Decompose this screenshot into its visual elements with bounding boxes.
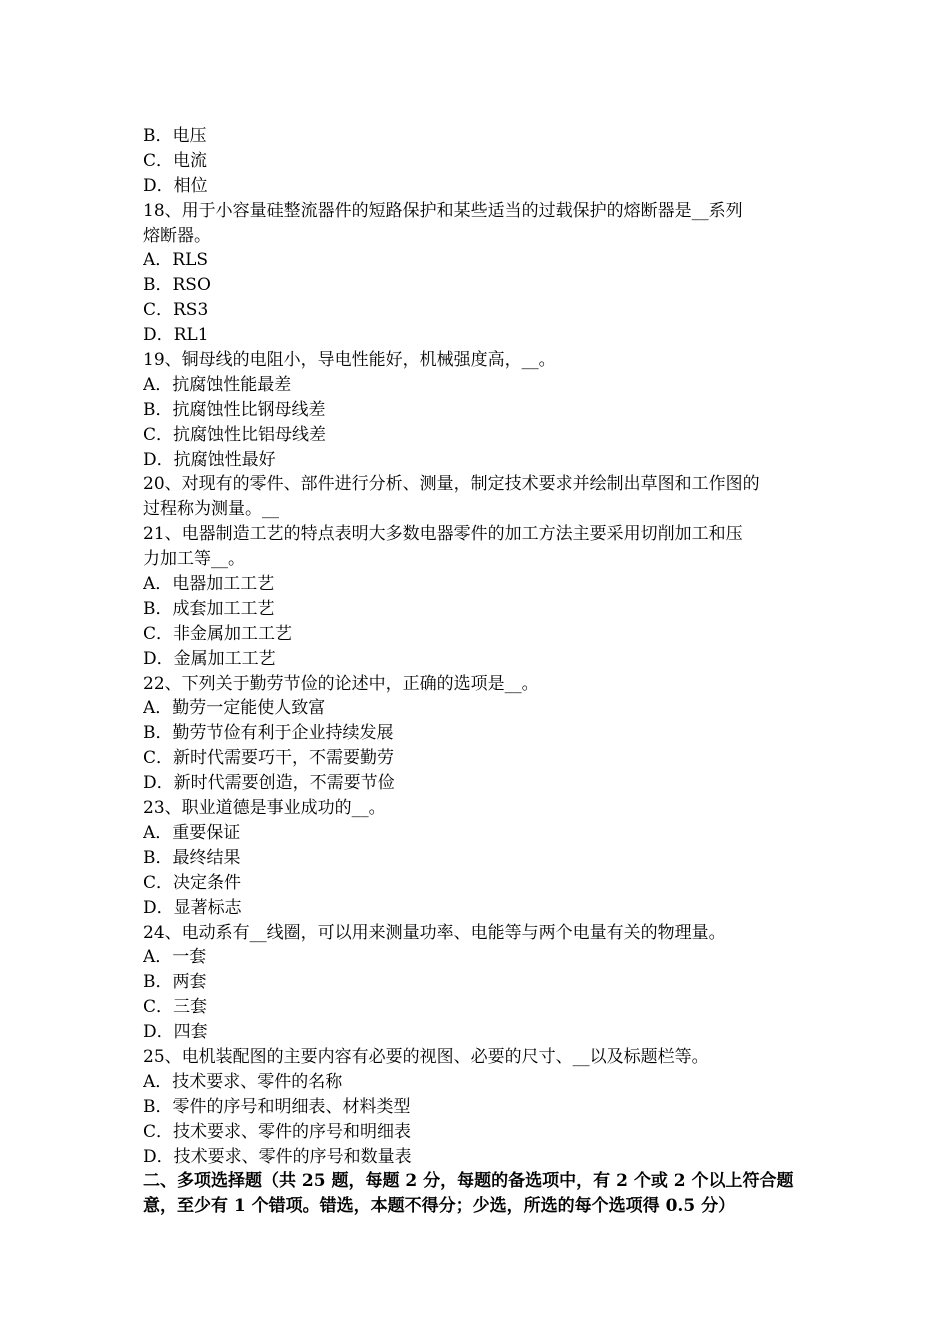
answer-option: B．勤劳节俭有利于企业持续发展 (143, 723, 394, 744)
answer-option: A．重要保证 (143, 822, 241, 843)
answer-option: C．RS3 (143, 300, 209, 321)
answer-option: C．技术要求、零件的序号和明细表 (143, 1121, 412, 1142)
question-text: 25、电机装配图的主要内容有必要的视图、必要的尺寸、__以及标题栏等。 (143, 1046, 709, 1067)
answer-option: C．决定条件 (143, 872, 242, 893)
answer-option: C．非金属加工工艺 (143, 623, 293, 644)
answer-option: A．RLS (143, 250, 209, 271)
answer-option: C．三套 (143, 997, 208, 1018)
answer-option: B．零件的序号和明细表、材料类型 (143, 1096, 411, 1117)
answer-option: C．抗腐蚀性比铝母线差 (143, 424, 327, 445)
answer-option: B．抗腐蚀性比钢母线差 (143, 399, 326, 420)
answer-option: B．最终结果 (143, 847, 241, 868)
answer-option: D．RL1 (143, 325, 209, 346)
answer-option: B．RSO (143, 275, 211, 296)
question-text: 20、对现有的零件、部件进行分析、测量，制定技术要求并绘制出草图和工作图的 (143, 474, 760, 495)
answer-option: C．电流 (143, 150, 208, 171)
answer-option: A．勤劳一定能使人致富 (143, 698, 326, 719)
answer-option: B．成套加工工艺 (143, 598, 275, 619)
answer-option: A．一套 (143, 947, 207, 968)
question-text: 力加工等__。 (143, 549, 245, 570)
question-text: 22、下列关于勤劳节俭的论述中，正确的选项是__。 (143, 673, 539, 694)
answer-option: D．技术要求、零件的序号和数量表 (143, 1146, 412, 1167)
answer-option: A．技术要求、零件的名称 (143, 1071, 343, 1092)
question-text: 过程称为测量。__ (143, 499, 279, 520)
answer-option: D．相位 (143, 175, 208, 196)
answer-option: B．电压 (143, 126, 207, 146)
answer-option: A．抗腐蚀性能最差 (143, 374, 292, 395)
question-lines (143, 124, 813, 1169)
question-text: 23、职业道德是事业成功的__。 (143, 798, 386, 819)
answer-option: B．两套 (143, 972, 207, 993)
answer-option: D．显著标志 (143, 897, 242, 918)
answer-option: C．新时代需要巧干，不需要勤劳 (143, 748, 395, 769)
question-text: 熔断器。 (143, 225, 211, 246)
answer-option: D．新时代需要创造，不需要节俭 (143, 773, 395, 794)
question-text: 18、用于小容量硅整流器件的短路保护和某些适当的过载保护的熔断器是__系列 (143, 200, 743, 221)
document-body (143, 124, 813, 1219)
answer-option: D．抗腐蚀性最好 (143, 449, 276, 470)
question-text: 21、电器制造工艺的特点表明大多数电器零件的加工方法主要采用切削加工和压 (143, 524, 743, 545)
answer-option: D．四套 (143, 1022, 208, 1043)
question-text: 19、铜母线的电阻小，导电性能好，机械强度高，__。 (143, 350, 556, 371)
answer-option: A．电器加工工艺 (143, 574, 275, 595)
section-heading: 二、多项选择题（共 25 题，每题 2 分，每题的备选项中，有 2 个或 2 个以上符合题意，至少有 1 个错项。错选，本题不得分；少选，所选的每个选项得 0.5 分） (143, 1171, 794, 1217)
question-text: 24、电动系有__线圈，可以用来测量功率、电能等与两个电量有关的物理量。 (143, 922, 726, 943)
answer-option: D．金属加工工艺 (143, 648, 276, 669)
